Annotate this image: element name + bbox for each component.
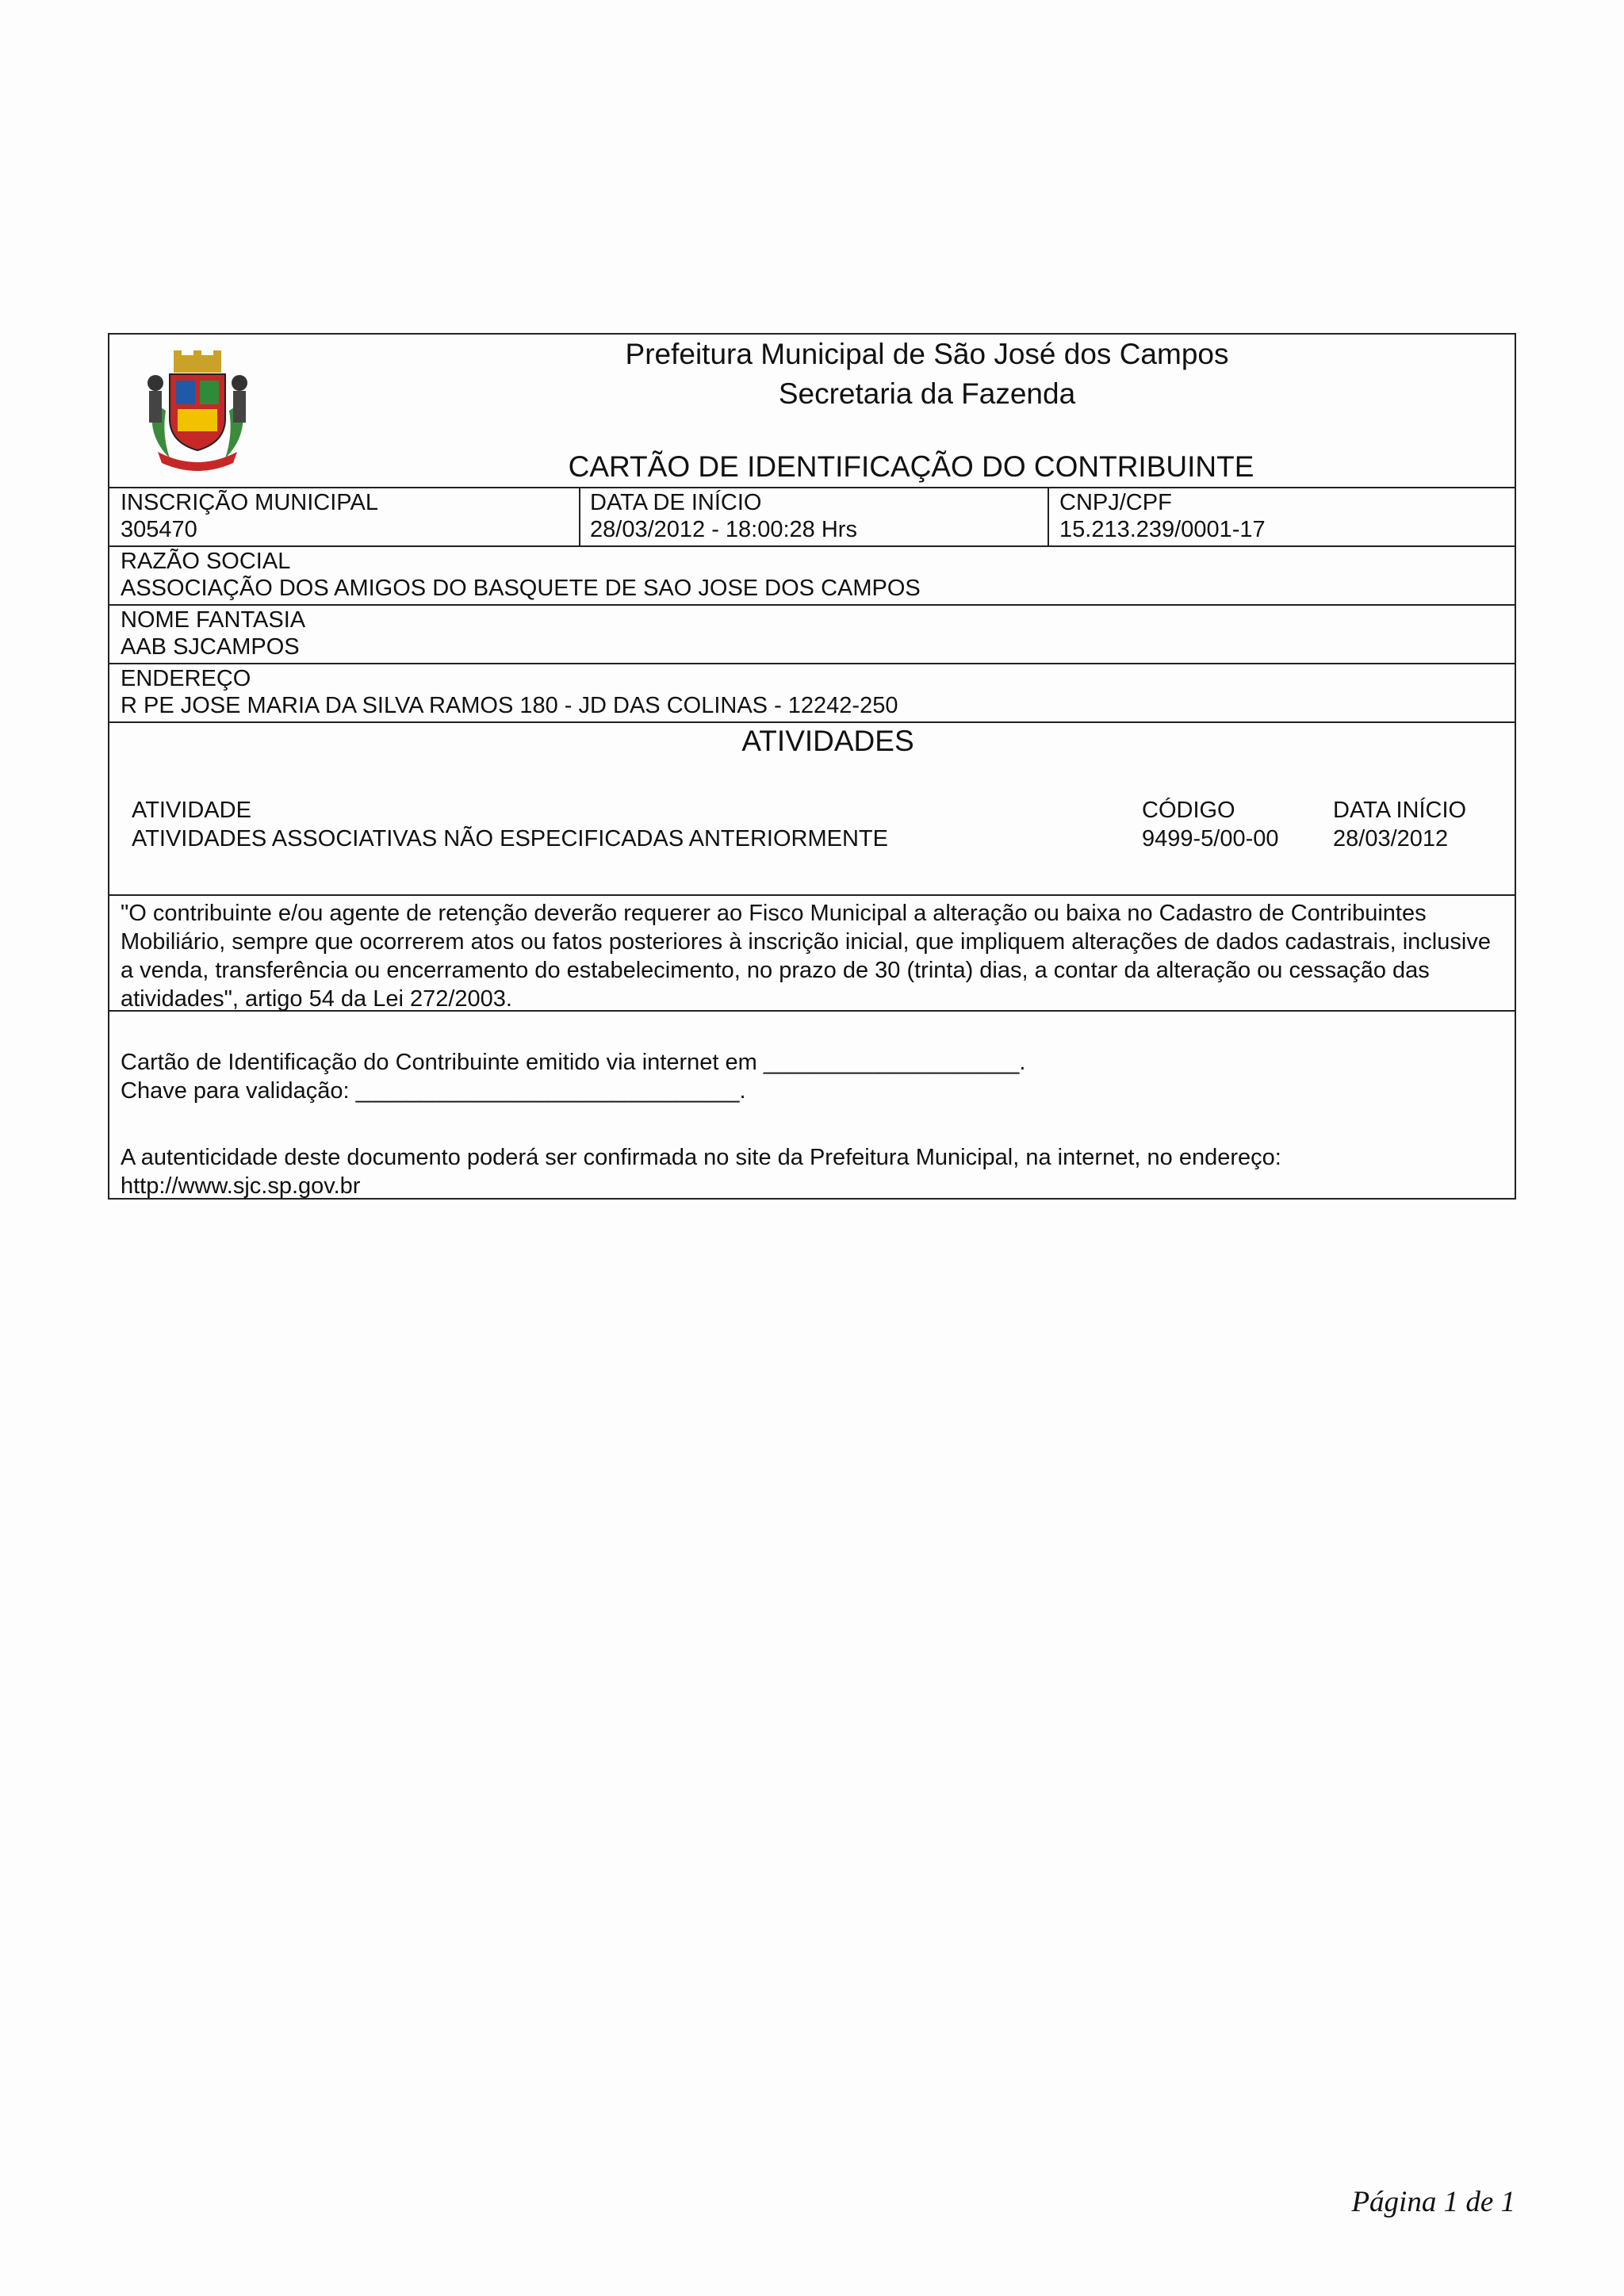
cnpj-label: CNPJ/CPF	[1059, 490, 1172, 515]
inscricao-label: INSCRIÇÃO MUNICIPAL	[121, 490, 378, 515]
endereco-label: ENDEREÇO	[121, 666, 251, 691]
inscricao-value: 305470	[121, 517, 197, 542]
atividade-col-header: ATIVIDADE	[132, 798, 251, 823]
fantasia-label: NOME FANTASIA	[121, 607, 306, 633]
razao-label: RAZÃO SOCIAL	[121, 549, 291, 574]
data-inicio-value: 28/03/2012 - 18:00:28 Hrs	[590, 517, 857, 542]
chave-line: Chave para validação: ______________________________.	[121, 1078, 746, 1104]
emitido-line: Cartão de Identificação do Contribuinte emitido via internet em ____________________.	[121, 1050, 1026, 1075]
atividades-title: ATIVIDADES	[741, 725, 914, 757]
razao-value: ASSOCIAÇÃO DOS AMIGOS DO BASQUETE DE SAO JOSE DOS CAMPOS	[121, 576, 921, 601]
org-name: Prefeitura Municipal de São José dos Campos	[625, 338, 1229, 370]
card-title: CARTÃO DE IDENTIFICAÇÃO DO CONTRIBUINTE	[568, 450, 1254, 483]
footer-section	[109, 1012, 1515, 1198]
dept-name: Secretaria da Fazenda	[778, 377, 1076, 410]
codigo-col-header: CÓDIGO	[1142, 798, 1235, 823]
atividade-cell: ATIVIDADES ASSOCIATIVAS NÃO ESPECIFICADAS ANTERIORMENTE	[132, 826, 888, 851]
column-divider	[579, 488, 580, 545]
notice-section	[109, 896, 1515, 1012]
fantasia-value: AAB SJCAMPOS	[121, 634, 300, 660]
data-inicio-label: DATA DE INÍCIO	[590, 490, 762, 515]
legal-notice: "O contribuinte e/ou agente de retenção deverão requerer ao Fisco Municipal a alteração ou baixa no Cadastro de Contribuintes Mobiliário, sempre que ocorrerem atos ou fatos posteriores à inscrição inicial, que impliquem alterações de dados cadastrais, inclusive a venda, transferência ou encerramento do estabelecimento, no prazo de 30 (trinta) dias, a contar da alteração ou cessação das atividades", artigo 54 da Lei 272/2003.	[121, 901, 1491, 1012]
column-divider	[1048, 488, 1049, 545]
data-cell: 28/03/2012	[1333, 826, 1449, 851]
fantasia-row	[109, 606, 1515, 664]
codigo-cell: 9499-5/00-00	[1142, 826, 1279, 851]
endereco-row	[109, 664, 1515, 723]
autenticidade-line: A autenticidade deste documento poderá ser confirmada no site da Prefeitura Municipal, na internet, no endereço:	[121, 1145, 1281, 1170]
site-url[interactable]: http://www.sjc.sp.gov.br	[121, 1173, 361, 1199]
atividades-section	[109, 723, 1515, 896]
card-header	[109, 335, 1515, 488]
data-col-header: DATA INÍCIO	[1333, 798, 1467, 823]
cnpj-value: 15.213.239/0001-17	[1059, 517, 1266, 542]
razao-row	[109, 547, 1515, 606]
id-row	[109, 488, 1515, 547]
endereco-value: R PE JOSE MARIA DA SILVA RAMOS 180 - JD DAS COLINAS - 12242-250	[121, 693, 898, 718]
page-number: Página 1 de 1	[1351, 2186, 1515, 2218]
taxpayer-card	[108, 333, 1516, 1200]
